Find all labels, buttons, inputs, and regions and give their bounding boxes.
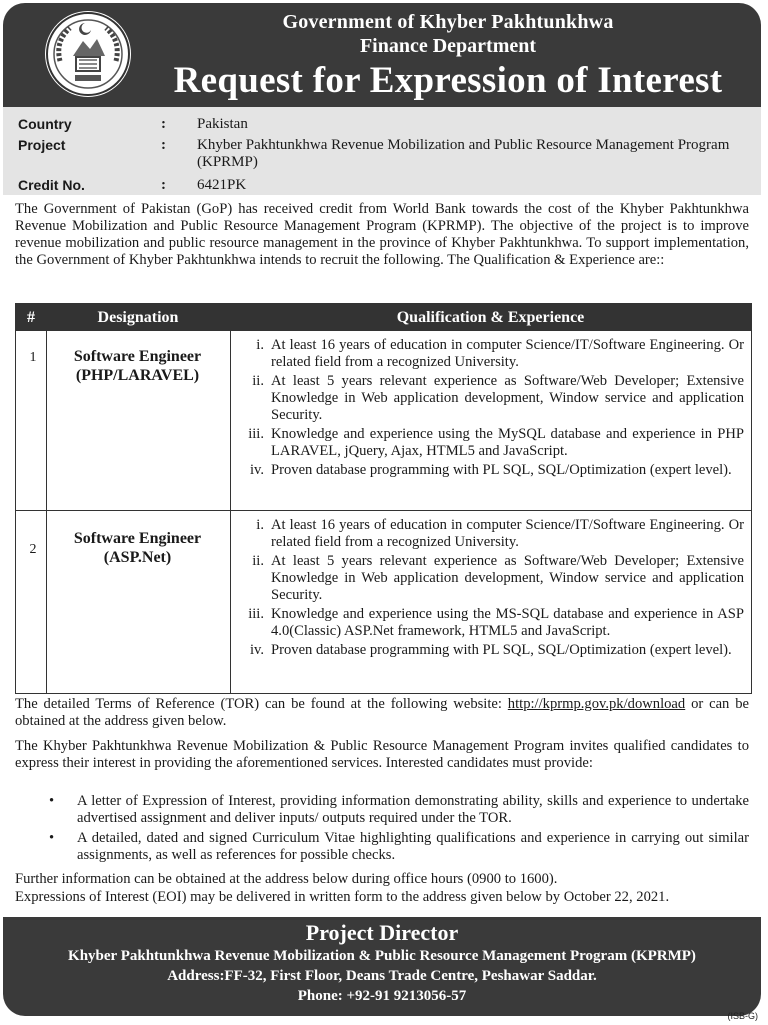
list-item xyxy=(15,830,749,864)
advertisement-page xyxy=(3,3,761,1016)
item-text: Knowledge and experience using the MS-SQL database and experience in ASP 4.0(Classic) ASP.Net framework, HTML5 and JavaScript. xyxy=(271,606,744,639)
item-text: At least 16 years of education in computer Science/IT/Software Engineering. Or related field from a recognized University. xyxy=(271,337,744,370)
reference-code: (ISB-G) xyxy=(727,1011,758,1021)
requirements-list xyxy=(15,793,749,867)
column-header-number: # xyxy=(27,309,35,326)
item-text: Proven database programming with PL SQL, SQL/Optimization (expert level). xyxy=(271,642,732,658)
designation-line: Software Engineer xyxy=(73,530,202,547)
designation-title xyxy=(46,529,229,567)
meta-label: Credit No. xyxy=(18,177,85,193)
tor-paragraph xyxy=(15,696,749,730)
row-divider xyxy=(16,510,751,511)
bullet-icon: • xyxy=(49,793,55,809)
designation-line: (ASP.Net) xyxy=(103,549,172,566)
item-number: ii. xyxy=(252,373,264,389)
invite-paragraph: The Khyber Pakhtunkhwa Revenue Mobilization & Public Resource Management Program invites qualified candidates to express their interest in providing the aforementioned services. Interested candidates must provide: xyxy=(15,738,749,771)
meta-colon: : xyxy=(161,177,166,193)
intro-paragraph: The Government of Pakistan (GoP) has received credit from World Bank towards the cost of the Khyber Pakhtunkhwa Revenue Mobilization and Public Resource Management Program (KPRMP). The objective of the project is to improve revenue mobilization and public resource management in the province of Khyber Pakhtunkhwa. To support implementation, the Government of Khyber Pakhtunkhwa intends to recruit the following. The Qualification & Experience are:: xyxy=(15,201,749,268)
item-number: iv. xyxy=(249,462,264,478)
page-title: Request for Expression of Interest xyxy=(173,60,723,101)
footer-banner xyxy=(3,917,761,1016)
tor-text: or can be obtained at the address given below. xyxy=(15,696,749,729)
item-number: iii. xyxy=(248,426,264,442)
bullet-icon: • xyxy=(49,830,55,846)
meta-label: Country xyxy=(18,116,72,132)
column-divider xyxy=(46,331,47,693)
list-item xyxy=(15,793,749,827)
list-item xyxy=(234,462,744,479)
designation-line: Software Engineer xyxy=(73,348,202,365)
meta-colon: : xyxy=(161,116,166,132)
row-number: 2 xyxy=(29,542,37,557)
footer-title: Project Director xyxy=(305,920,459,945)
header-banner xyxy=(3,3,761,107)
list-item xyxy=(234,373,744,424)
item-number: iv. xyxy=(249,642,264,658)
tor-download-link[interactable]: http://kprmp.gov.pk/download xyxy=(507,696,686,712)
item-text: A letter of Expression of Interest, providing information demonstrating ability, skills and experience to undertake advertised assignment and deliver inputs/ outputs required under the TOR. xyxy=(77,793,749,826)
meta-value: Khyber Pakhtunkhwa Revenue Mobilization and Public Resource Management Program (KPRMP) xyxy=(197,137,730,170)
further-info-text: Further information can be obtained at the address below during office hours (0900 to 1600). xyxy=(15,871,558,887)
qualification-list xyxy=(234,517,744,661)
item-number: i. xyxy=(256,337,264,353)
list-item xyxy=(234,426,744,460)
project-info-panel xyxy=(3,107,761,195)
item-text: At least 16 years of education in computer Science/IT/Software Engineering. Or related field from a recognized University. xyxy=(271,517,744,550)
meta-colon: : xyxy=(161,137,166,153)
meta-value: 6421PK xyxy=(197,177,247,193)
list-item xyxy=(234,606,744,640)
kp-government-emblem-icon xyxy=(45,11,131,97)
department-heading: Finance Department xyxy=(359,35,537,57)
positions-table xyxy=(15,303,752,694)
footer-phone: Phone: +92-91 9213056-57 xyxy=(297,988,467,1004)
item-text: At least 5 years relevant experience as Software/Web Developer; Extensive Knowledge in Web application development, Window service and application Security. xyxy=(271,373,744,423)
item-number: iii. xyxy=(248,606,264,622)
tor-text: The detailed Terms of Reference (TOR) can be found at the following website: xyxy=(15,696,508,712)
meta-label: Project xyxy=(18,137,66,153)
footer-program: Khyber Pakhtunkhwa Revenue Mobilization & Public Resource Management Program (KPRMP) xyxy=(68,948,696,964)
item-number: ii. xyxy=(252,553,264,569)
row-number: 1 xyxy=(29,350,37,365)
column-divider xyxy=(230,331,231,693)
table-header xyxy=(16,304,751,331)
item-number: i. xyxy=(256,517,264,533)
designation-line: (PHP/LARAVEL) xyxy=(75,367,200,384)
list-item xyxy=(234,517,744,551)
list-item xyxy=(234,553,744,604)
item-text: Knowledge and experience using the MySQL database and experience in PHP LARAVEL, jQuery, Ajax, HTML5 and JavaScript. xyxy=(271,426,744,459)
designation-title xyxy=(46,347,229,385)
footer-address: Address:FF-32, First Floor, Deans Trade Centre, Peshawar Saddar. xyxy=(167,968,597,984)
item-text: Proven database programming with PL SQL, SQL/Optimization (expert level). xyxy=(271,462,732,478)
qualification-list xyxy=(234,337,744,481)
eoi-delivery-text: Expressions of Interest (EOI) may be delivered in written form to the address given below by October 22, 2021. xyxy=(15,889,670,905)
list-item xyxy=(234,642,744,659)
column-header-designation: Designation xyxy=(97,309,179,326)
item-text: At least 5 years relevant experience as Software/Web Developer; Extensive Knowledge in Web application development, Window service and application Security. xyxy=(271,553,744,603)
meta-value: Pakistan xyxy=(197,116,248,132)
item-text: A detailed, dated and signed Curriculum Vitae highlighting qualifications and experience in carrying out similar assignments, as well as references for possible checks. xyxy=(77,830,749,863)
list-item xyxy=(234,337,744,371)
column-header-qualification: Qualification & Experience xyxy=(396,309,585,326)
government-heading: Government of Khyber Pakhtunkhwa xyxy=(282,11,614,33)
